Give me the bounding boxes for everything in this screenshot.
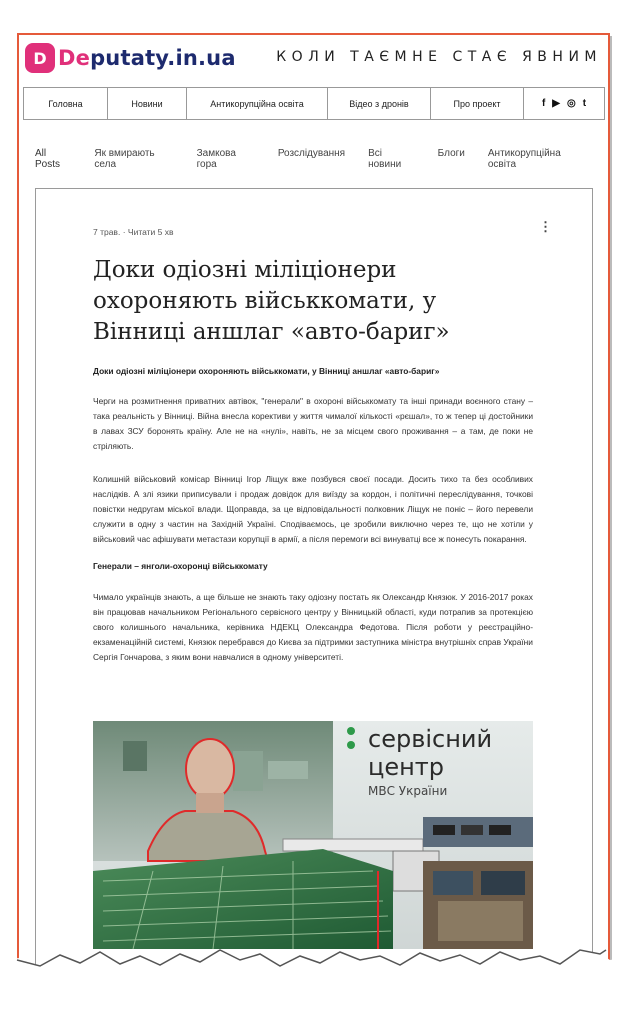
main-nav — [23, 87, 605, 120]
social-links — [524, 88, 604, 119]
page-screenshot-frame — [17, 33, 610, 997]
category-investigations[interactable]: Розслідування — [277, 148, 346, 159]
post-meta — [93, 227, 174, 237]
sign-line-1: сервісний — [368, 725, 493, 753]
nav-item-drone-video[interactable]: Відео з дронів — [328, 88, 431, 119]
logo-text — [58, 46, 236, 70]
post-date: 7 трав. — [93, 227, 121, 237]
category-all-news[interactable]: Всі новини — [368, 148, 402, 170]
nav-item-home[interactable]: Головна — [24, 88, 108, 119]
meta-separator: · — [122, 227, 128, 237]
logo-badge-icon: D — [25, 43, 55, 73]
logo-rest: putaty.in.ua — [90, 46, 236, 70]
article-card — [35, 188, 593, 1009]
logo-prefix: De — [58, 46, 91, 70]
article-lead: Доки одіозні міліціонери охороняють військкомати, у Вінниці аншлаг «авто-бариг» — [93, 366, 440, 376]
more-options-icon[interactable]: ⋮ — [539, 219, 552, 234]
article-photo — [93, 721, 533, 949]
youtube-icon[interactable]: ▶ — [552, 98, 560, 109]
article-subheading: Генерали – янголи-охоронці військкомату — [93, 561, 268, 571]
instagram-icon[interactable]: ◎ — [566, 98, 576, 109]
category-anticorruption[interactable]: Антикорупційна освіта — [487, 148, 561, 170]
category-castle-hill[interactable]: Замкова гора — [196, 148, 236, 170]
article-paragraph-1: Черги на розмитнення приватних автівок, "генерали" в охороні військкомату та інші принади воєнного стану – така реальність у Вінниці. Війна внесла корективи у життя чималої кількості «рєшал», то ж тепер ці достойники в лавах ЗСУ боронять країну. Але не на «нулі», навіть, не за місцем свого проживання – а там, де поки не стріляють. — [93, 396, 533, 451]
category-dying-villages[interactable]: Як вмирають села — [94, 148, 155, 170]
article-paragraph-3: Чимало українців знають, а ще більше не знають таку одіозну постать як Олександр Князюк. У 2016-2017 роках він працював начальником Регіонального сервісного центру у Вінницькій області, куди потрапив за протекцією свого колишнього начальника, керівника НДЕКЦ Олександра Федотова. Після роботи у реєстраційно-екзаменаційній системі, Князюк перебрався до Києва за підтримки заступника міністра внутрішніх справ України Сергія Гончарова, з яким вони навчалися в одному університеті. — [93, 592, 533, 662]
facebook-icon[interactable]: f — [541, 98, 546, 109]
photo-collage — [93, 721, 533, 949]
nav-item-anticorruption[interactable]: Антикорупційна освіта — [187, 88, 328, 119]
nav-item-news[interactable]: Новини — [108, 88, 187, 119]
nav-item-about[interactable]: Про проект — [431, 88, 524, 119]
category-menu — [35, 148, 608, 170]
category-blogs[interactable]: Блоги — [437, 148, 465, 159]
site-tagline: КОЛИ ТАЄМНЕ СТАЄ ЯВНИМ — [276, 49, 602, 65]
category-all-posts[interactable]: All Posts — [35, 148, 61, 170]
article-title: Доки одіозні міліціонери охороняють військкомати, у Вінниці аншлаг «авто-бариг» — [93, 257, 450, 345]
torn-edge-decoration — [0, 930, 623, 1024]
post-read-time: Читати 5 хв — [127, 227, 174, 237]
article-paragraph-2: Колишній військовий комісар Вінниці Ігор Ліщук вже позбувся своєї посади. Досить тихо та без особливих наслідків. А злі язики приписували і продаж довідок для виїзду за кордон, і політичні переслідування, точкові повістки недругам міської влади. Щоправда, за це відповідальності полковник Ліщук не поніс – його перевели служити в одну з частин на Західній Україні. Сподіваємось, це зробили виключно через те, що не хотіли у військовий час афішувати метастази корупції в армії, а після перемоги всі винуватці все ж понесуть покарання. — [93, 474, 533, 544]
sign-line-3: МВС України — [368, 784, 448, 798]
tumblr-icon[interactable]: t — [582, 98, 587, 109]
site-logo[interactable] — [25, 41, 236, 75]
sign-line-2: центр — [368, 753, 445, 781]
